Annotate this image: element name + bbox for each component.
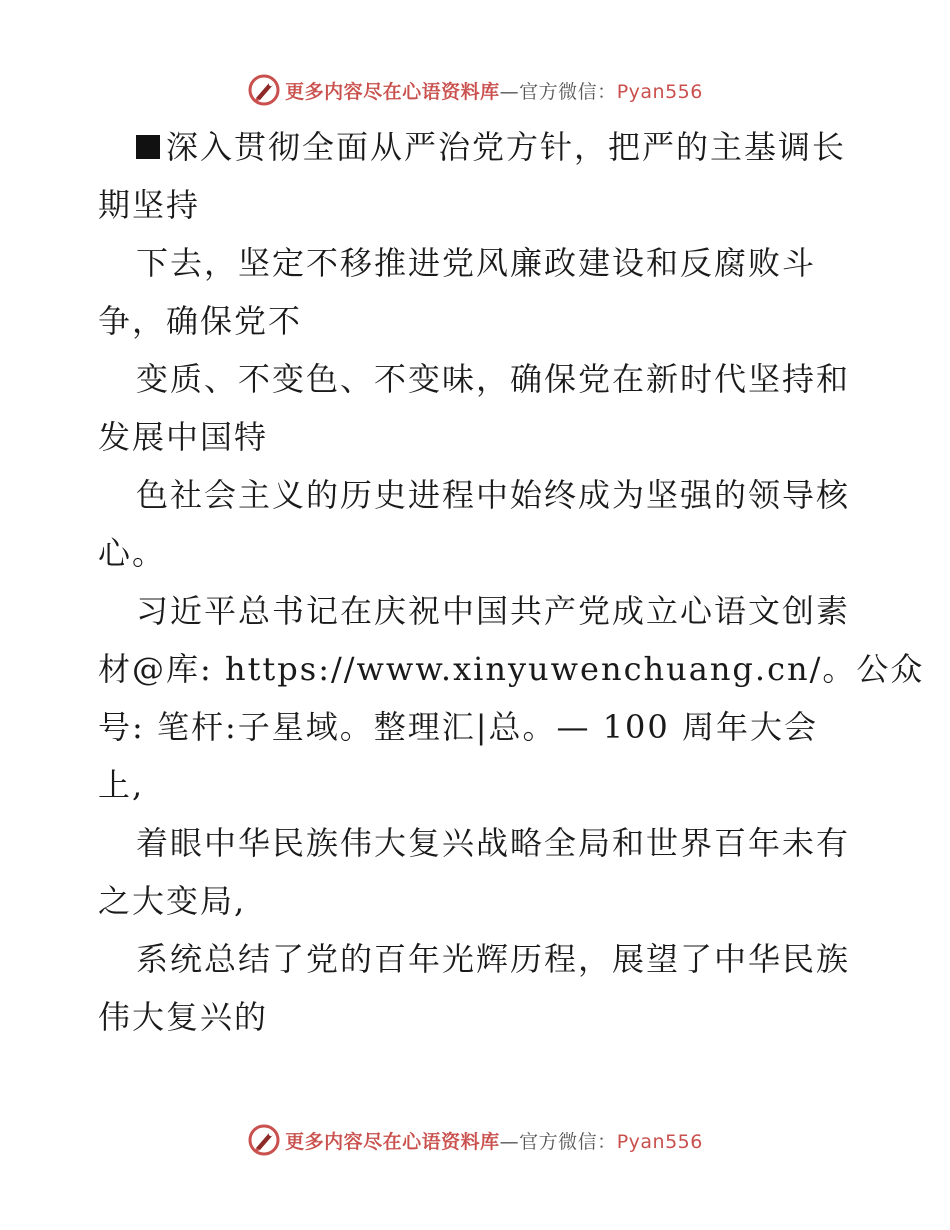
text-line: 伟大复兴的 (98, 998, 269, 1036)
text-line: 系统总结了党的百年光辉历程，展望了中华民族 (136, 940, 851, 978)
text-line: 期坚持 (98, 186, 201, 224)
banner-site-name: 更多内容尽在心语资料库 (285, 80, 500, 103)
text-line: 上, (98, 766, 145, 804)
document-body (98, 118, 925, 1046)
pen-logo-icon (247, 1123, 281, 1157)
text-line: 变质、不变色、不变味，确保党在新时代坚持和 (136, 360, 851, 398)
square-bullet-icon (136, 135, 160, 159)
banner-dash: — (499, 1130, 520, 1153)
pen-logo-icon (247, 73, 281, 107)
text-line: 下去，坚定不移推进党风廉政建设和反腐败斗 (136, 244, 817, 282)
banner-wechat-label: 官方微信： (519, 80, 617, 103)
text-line: 之大变局, (98, 882, 247, 920)
header-banner-inner (247, 73, 703, 107)
text-line: 习近平总书记在庆祝中国共产党成立心语文创素 (136, 592, 851, 630)
header-banner-text (285, 77, 703, 104)
footer-banner (0, 1120, 950, 1160)
banner-wechat-label: 官方微信： (519, 1130, 617, 1153)
text-line: 材@库: https://www.xinyuwenchuang.cn/。公众 (98, 650, 925, 688)
banner-wechat-id: Pyan556 (616, 80, 703, 103)
banner-wechat-id: Pyan556 (616, 1130, 703, 1153)
banner-site-name: 更多内容尽在心语资料库 (285, 1130, 500, 1153)
text-line: 争，确保党不 (98, 302, 303, 340)
text-line: 发展中国特 (98, 418, 269, 456)
footer-banner-inner (247, 1123, 703, 1157)
text-line: 号: 笔杆:子星域。整理汇|总。— 100 周年大会 (98, 708, 818, 746)
text-line-content: 深入贯彻全面从严治党方针，把严的主基调长 (166, 128, 847, 166)
text-line: 心。 (98, 534, 167, 572)
banner-dash: — (499, 80, 520, 103)
text-line (98, 118, 858, 176)
header-banner (0, 70, 950, 110)
text-line: 着眼中华民族伟大复兴战略全局和世界百年未有 (136, 824, 851, 862)
footer-banner-text (285, 1127, 703, 1154)
text-line: 色社会主义的历史进程中始终成为坚强的领导核 (136, 476, 851, 514)
